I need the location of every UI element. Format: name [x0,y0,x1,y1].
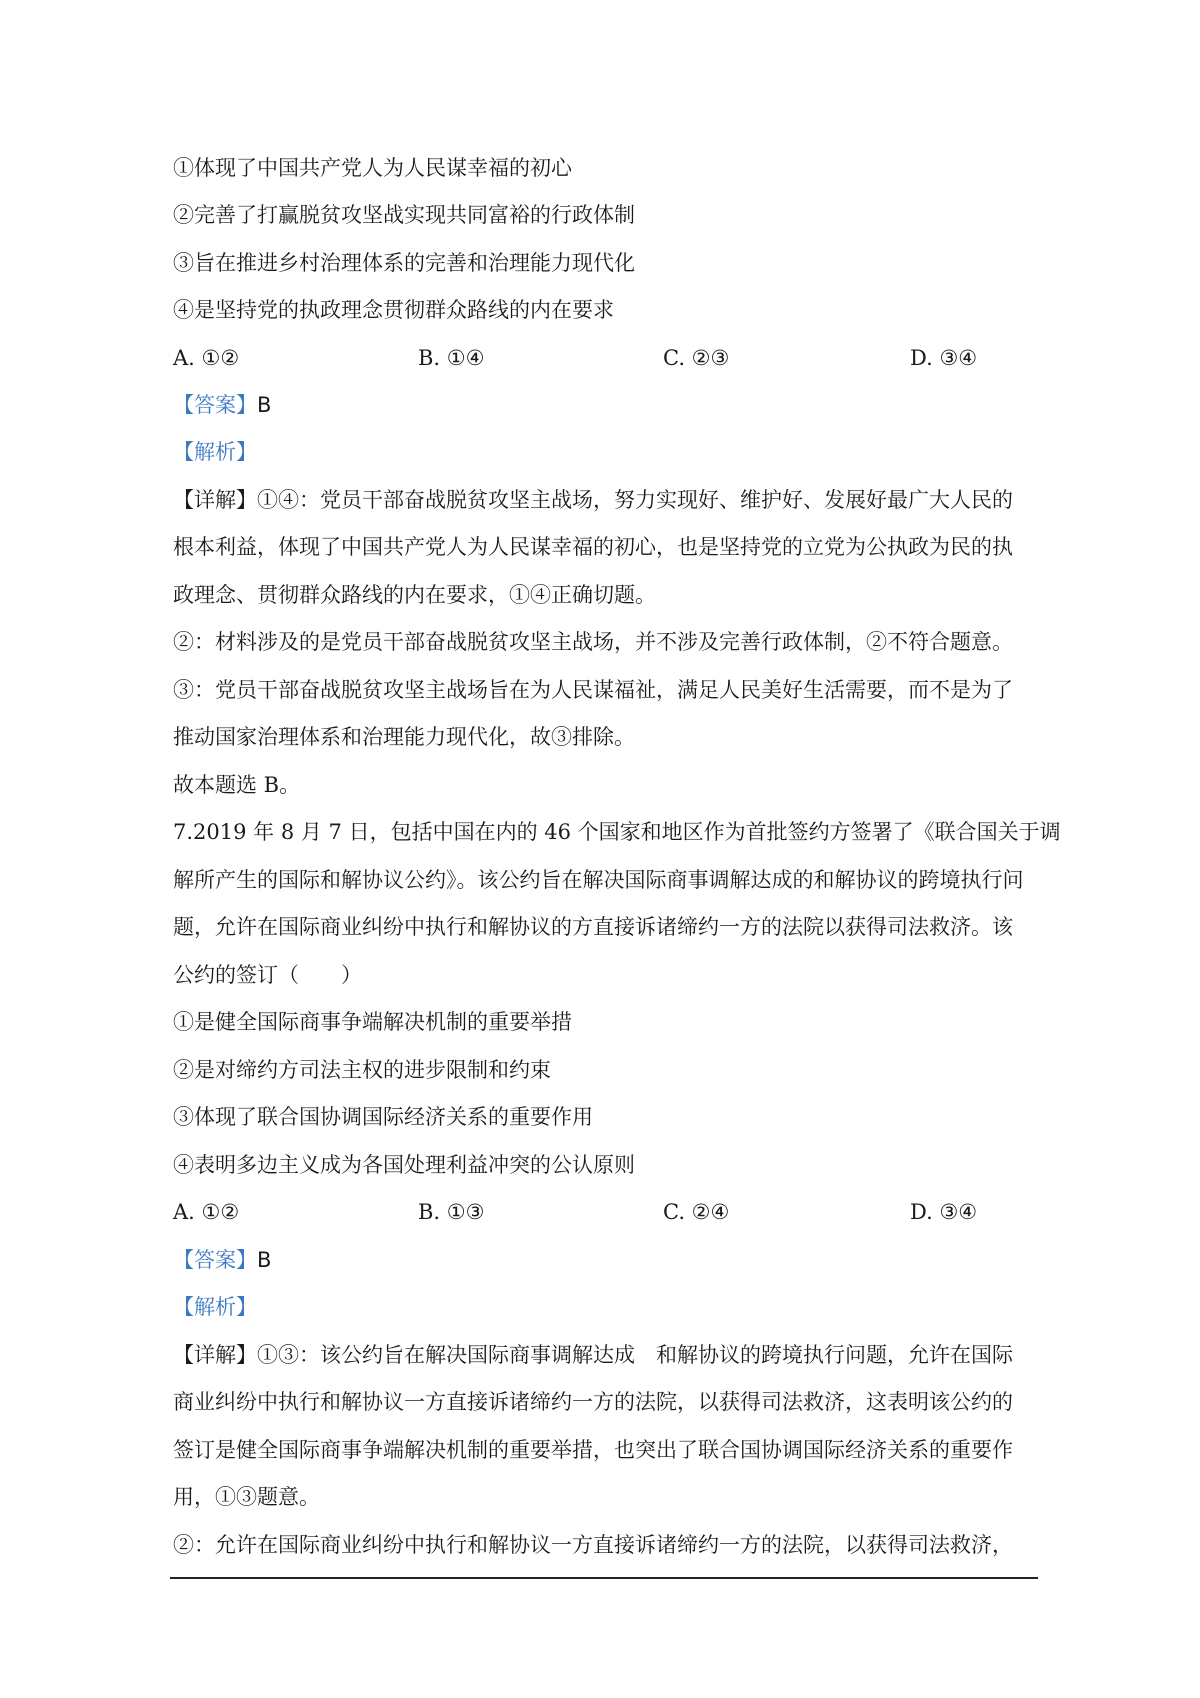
answer-tag: 【答案】 [173,393,257,417]
q6-detail-6: 推动国家治理体系和治理能力现代化，故③排除。 [173,725,635,749]
q7-option-a: A. ①② [173,1200,240,1224]
q6-conclusion: 故本题选 B。 [173,773,301,797]
q6-item-3: ③旨在推进乡村治理体系的完善和治理能力现代化 [173,251,635,275]
q7-stem-4: 公约的签订（ ） [173,963,362,987]
q7-analysis-tag: 【解析】 [173,1295,257,1319]
q7-item-2: ②是对缔约方司法主权的进步限制和约束 [173,1058,551,1082]
q7-stem-1: 7.2019 年 8 月 7 日，包括中国在内的 46 个国家和地区作为首批签约方签署了《联合国关于调 [173,820,1061,844]
q7-option-b: B. ①③ [418,1200,485,1224]
q6-detail-2: 根本利益，体现了中国共产党人为人民谋幸福的初心，也是坚持党的立党为公执政为民的执 [173,535,1013,559]
q6-analysis-tag: 【解析】 [173,440,257,464]
q7-item-3: ③体现了联合国协调国际经济关系的重要作用 [173,1105,593,1129]
q6-item-2: ②完善了打赢脱贫攻坚战实现共同富裕的行政体制 [173,203,635,227]
q7-item-1: ①是健全国际商事争端解决机制的重要举措 [173,1010,572,1034]
answer-value: B [257,393,272,417]
answer-tag: 【答案】 [173,1248,257,1272]
q7-detail-3: 签订是健全国际商事争端解决机制的重要举措，也突出了联合国协调国际经济关系的重要作 [173,1438,1013,1462]
q7-option-d: D. ③④ [910,1200,978,1224]
q7-detail-4: 用，①③题意。 [173,1485,320,1509]
q6-answer [173,390,271,420]
q7-detail-2: 商业纠纷中执行和解协议一方直接诉诸缔约一方的法院，以获得司法救济，这表明该公约的 [173,1390,1013,1414]
detail-tag: 【详解】 [173,488,257,512]
q6-detail-4: ②：材料涉及的是党员干部奋战脱贫攻坚主战场，并不涉及完善行政体制，②不符合题意。 [173,630,1013,654]
q7-detail-1 [173,1340,1013,1370]
q7-item-4: ④表明多边主义成为各国处理利益冲突的公认原则 [173,1153,635,1177]
q7-stem-2: 解所产生的国际和解协议公约》。该公约旨在解决国际商事调解达成的和解协议的跨境执行问 [173,868,1024,892]
detail-tag: 【详解】 [173,1343,257,1367]
q6-detail-3: 政理念、贯彻群众路线的内在要求，①④正确切题。 [173,583,656,607]
q7-answer [173,1245,271,1275]
q6-detail-5: ③：党员干部奋战脱贫攻坚主战场旨在为人民谋福祉，满足人民美好生活需要，而不是为了 [173,678,1013,702]
q7-option-c: C. ②④ [663,1200,730,1224]
q6-option-a: A. ①② [173,346,240,370]
q6-item-4: ④是坚持党的执政理念贯彻群众路线的内在要求 [173,298,614,322]
q7-detail-5: ②：允许在国际商业纠纷中执行和解协议一方直接诉诸缔约一方的法院，以获得司法救济， [173,1533,1013,1557]
q6-option-d: D. ③④ [910,346,978,370]
answer-value: B [257,1248,272,1272]
q7-stem-3: 题，允许在国际商业纠纷中执行和解协议的方直接诉诸缔约一方的法院以获得司法救济。该 [173,915,1013,939]
q6-detail-1 [173,485,1013,515]
q6-detail-text: ①④：党员干部奋战脱贫攻坚主战场，努力实现好、维护好、发展好最广大人民的 [257,488,1013,512]
q6-item-1: ①体现了中国共产党人为人民谋幸福的初心 [173,156,572,180]
q6-option-c: C. ②③ [663,346,730,370]
footer-rule [170,1577,1038,1579]
q7-detail-text: ①③：该公约旨在解决国际商事调解达成 和解协议的跨境执行问题，允许在国际 [257,1343,1013,1367]
q6-option-b: B. ①④ [418,346,485,370]
